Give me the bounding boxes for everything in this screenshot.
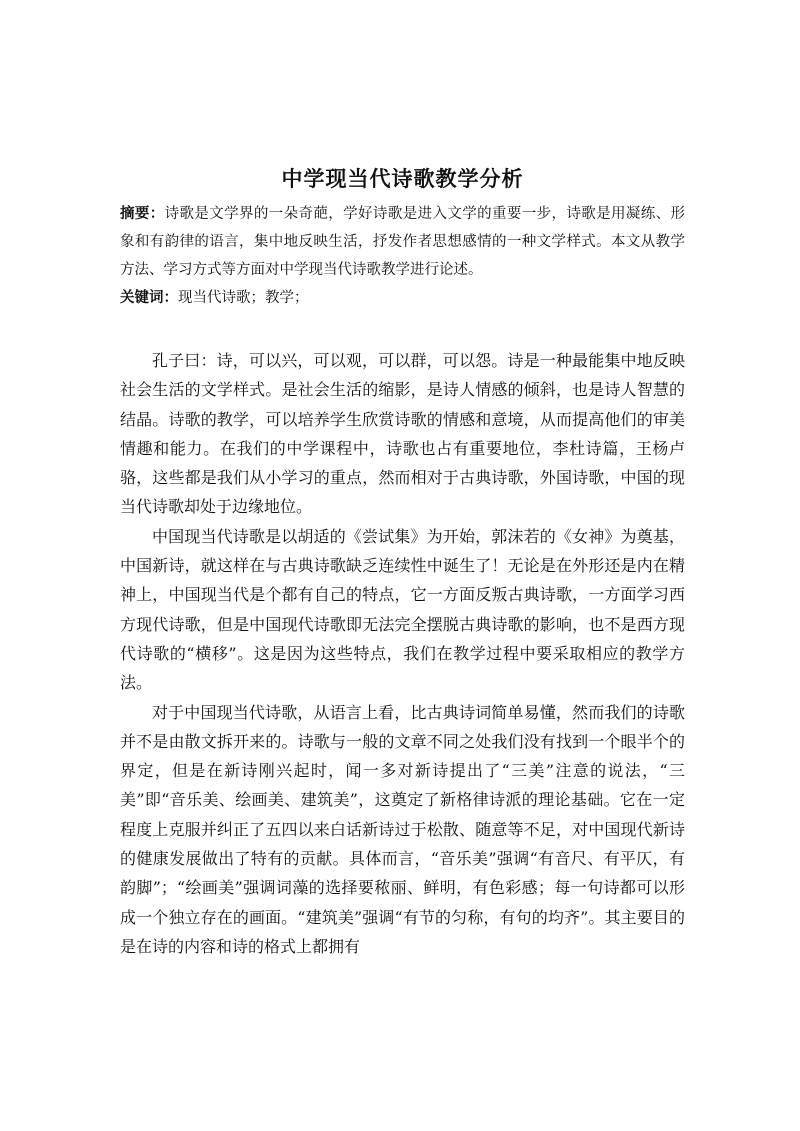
- abstract: [120, 200, 685, 284]
- keywords-label: 关键词：: [120, 290, 178, 306]
- body-paragraph-1: 孔子曰：诗，可以兴，可以观，可以群，可以怨。诗是一种最能集中地反映社会生活的文学样式。是社会生活的缩影，是诗人情感的倾斜，也是诗人智慧的结晶。诗歌的教学，可以培养学生欣赏诗歌的情感和意境，从而提高他们的审美情趣和能力。在我们的中学课程中，诗歌也占有重要地位，李杜诗篇，王杨卢骆，这些都是我们从小学习的重点，然而相对于古典诗歌，外国诗歌，中国的现当代诗歌却处于边缘地位。: [120, 351, 685, 517]
- keywords-text: 现当代诗歌；教学；: [178, 290, 309, 306]
- abstract-label: 摘要：: [120, 206, 165, 222]
- body-paragraph-2: 中国现当代诗歌是以胡适的《尝试集》为开始，郭沫若的《女神》为奠基，中国新诗，就这样在与古典诗歌缺乏连续性中诞生了！无论是在外形还是内在精神上，中国现当代是个都有自己的特点，它一方面反叛古典诗歌，一方面学习西方现代诗歌，但是中国现代诗歌即无法完全摆脱古典诗歌的影响，也不是西方现代诗歌的“横移”。这是因为这些特点，我们在教学过程中要采取相应的教学方法。: [120, 526, 685, 693]
- document-page: [120, 162, 685, 961]
- abstract-text: 诗歌是文学界的一朵奇葩，学好诗歌是进入文学的重要一步，诗歌是用凝练、形象和有韵律的语言，集中地反映生活，抒发作者思想感情的一种文学样式。本文从教学方法、学习方式等方面对中学现当代诗歌教学进行论述。: [120, 206, 686, 278]
- body-paragraph-3: 对于中国现当代诗歌，从语言上看，比古典诗词简单易懂，然而我们的诗歌并不是由散文拆开来的。诗歌与一般的文章不同之处我们没有找到一个眼半个的界定，但是在新诗刚兴起时，闻一多对新诗提出了“三美”注意的说法，“三美”即“音乐美、绘画美、建筑美”，这奠定了新格律诗派的理论基础。它在一定程度上克服并纠正了五四以来白话新诗过于松散、随意等不足，对中国现代新诗的健康发展做出了特有的贡献。具体而言，“音乐美”强调“有音尺、有平仄，有韵脚”；“绘画美”强调词藻的选择要秾丽、鲜明，有色彩感；每一句诗都可以形成一个独立存在的画面。“建筑美”强调“有节的匀称，有句的均齐”。其主要目的是在诗的内容和诗的格式上都拥有: [120, 702, 685, 956]
- document-title: 中学现当代诗歌教学分析: [281, 167, 524, 191]
- keywords: [120, 284, 685, 312]
